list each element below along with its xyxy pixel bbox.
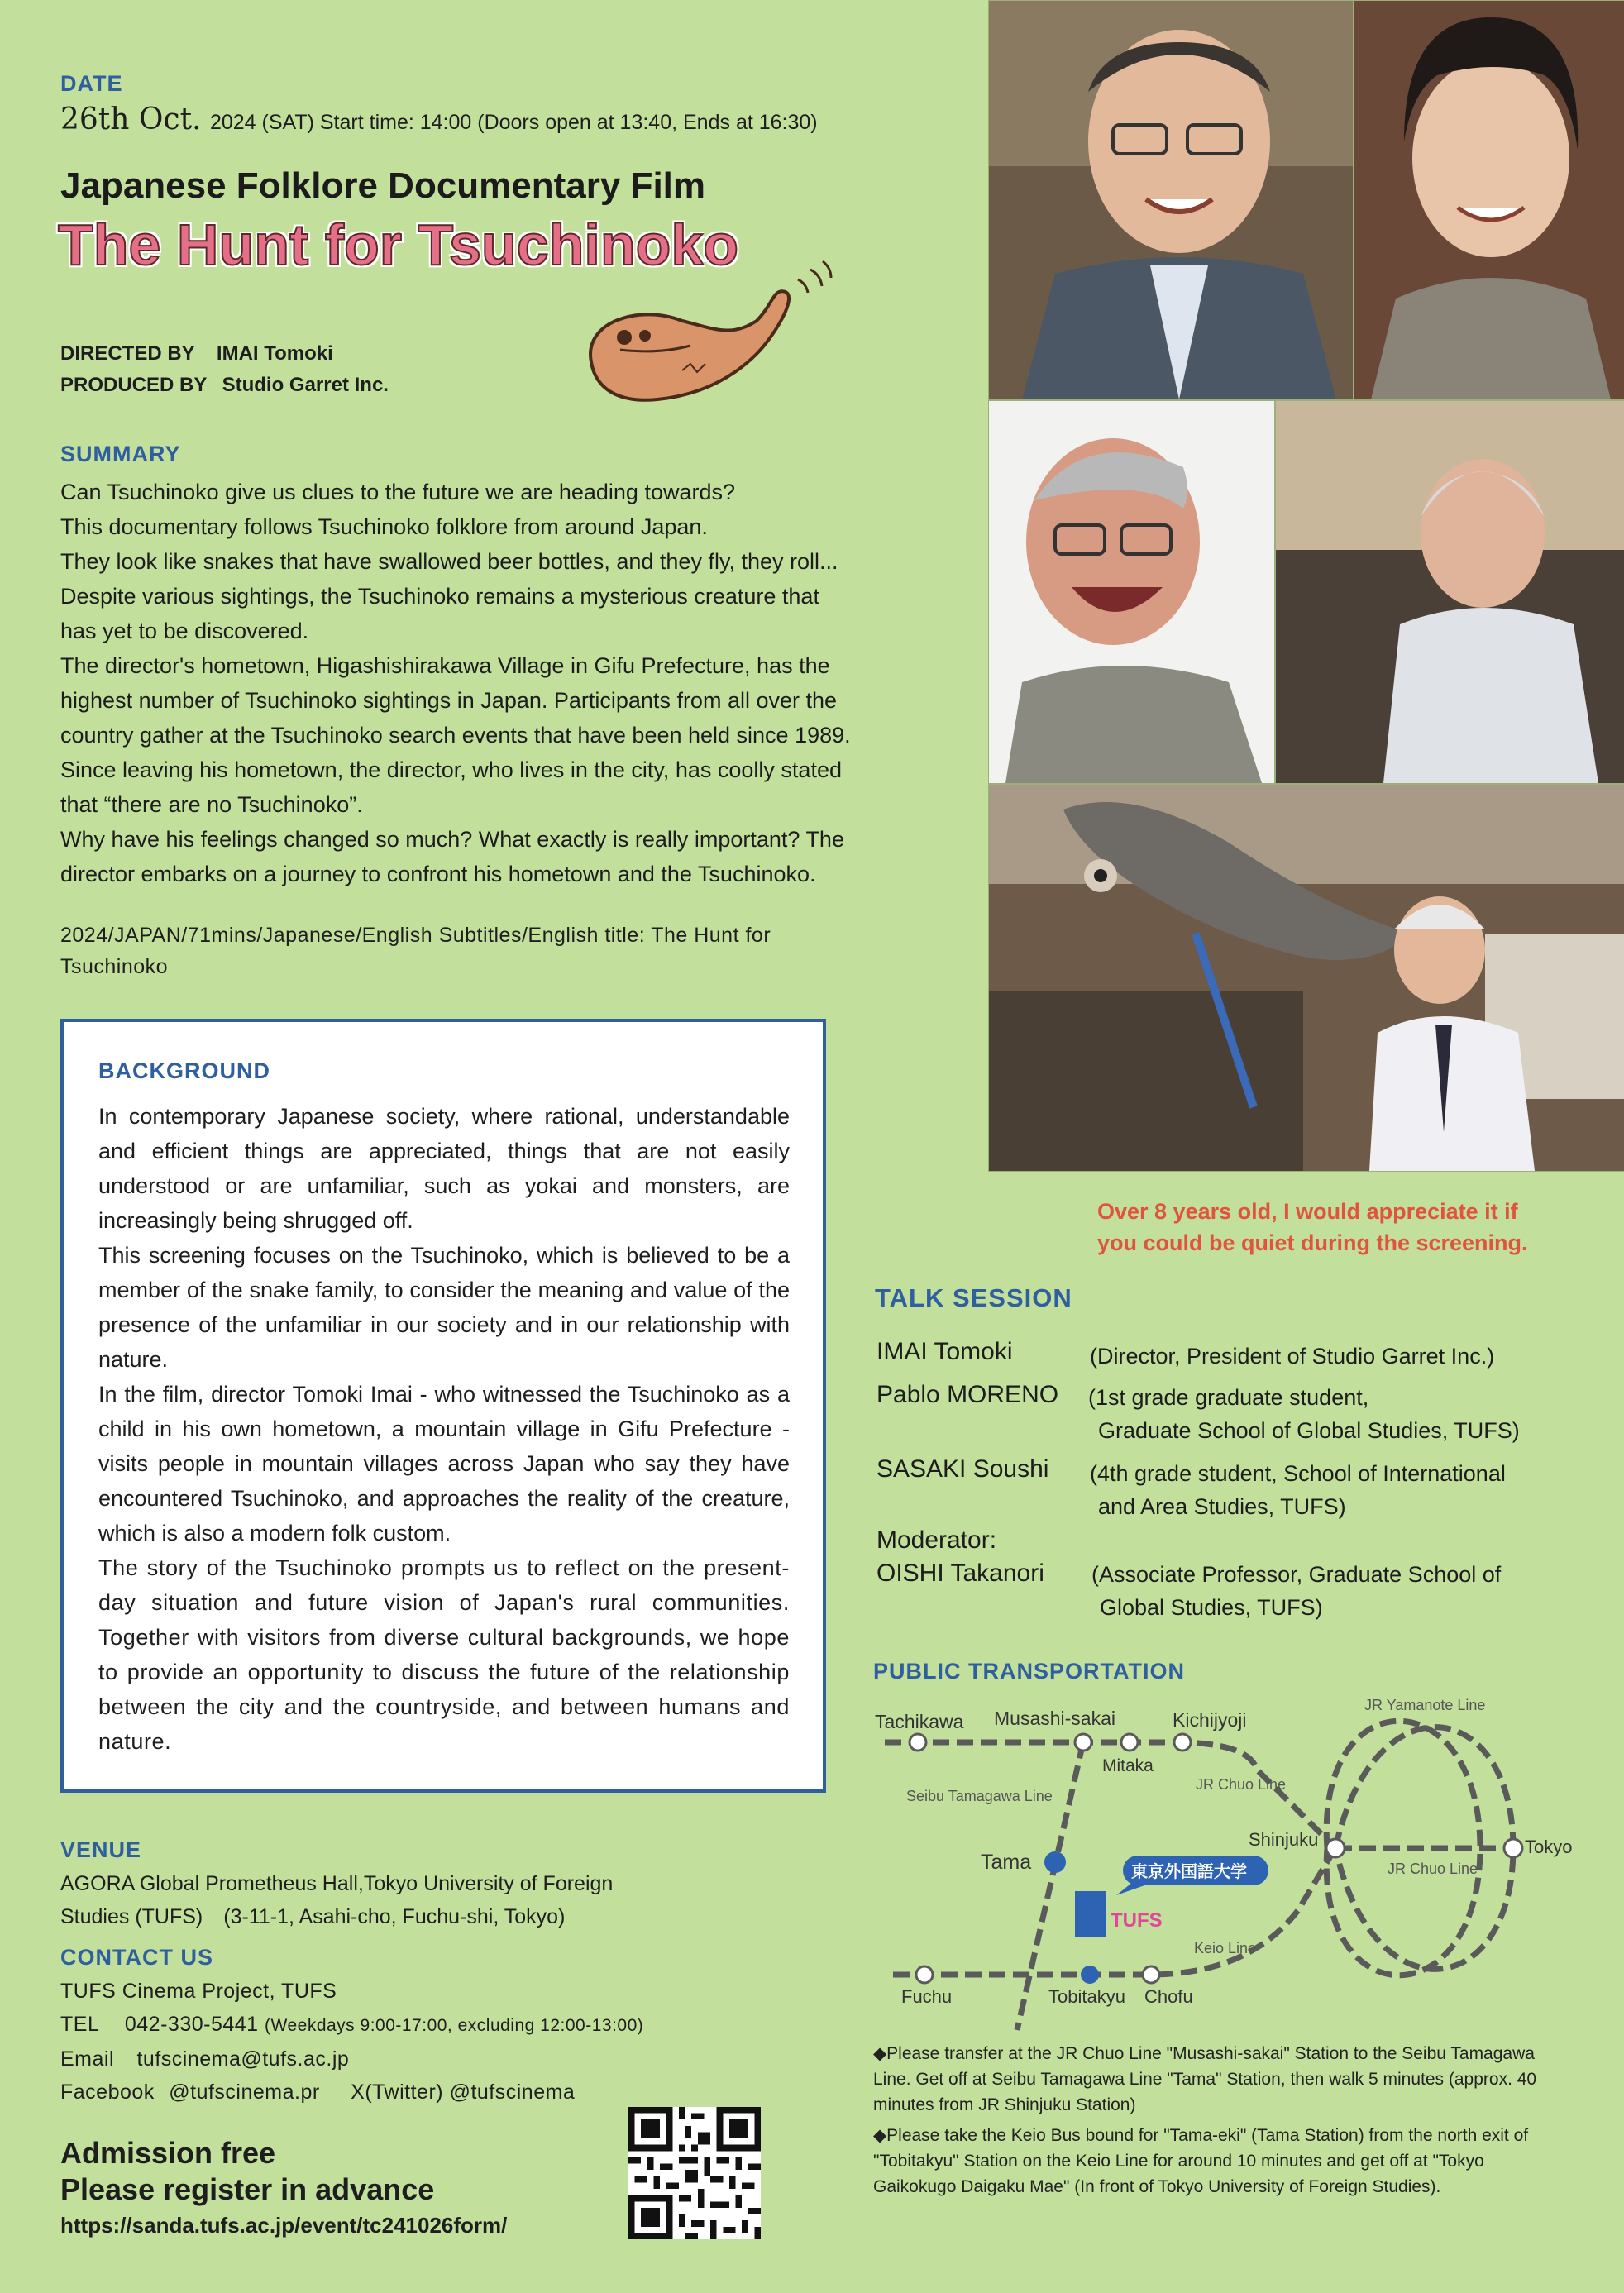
- label-tachikawa: Tachikawa: [875, 1711, 964, 1732]
- produced-label: PRODUCED BY: [60, 374, 207, 396]
- email-link[interactable]: tufscinema@tufs.ac.jp: [136, 2047, 350, 2071]
- label-fuchu: Fuchu: [901, 1986, 953, 2007]
- tel-number: 042-330-5441: [124, 2013, 259, 2036]
- talk-speaker-desc: (Director, President of Studio Garret Inc.): [1090, 1344, 1495, 1369]
- producer-name: Studio Garret Inc.: [222, 374, 389, 396]
- contact-social-row: [60, 2076, 643, 2109]
- station-tokyo: [1504, 1839, 1522, 1857]
- contact-details: [60, 1975, 643, 2109]
- label-tufs: TUFS: [1111, 1909, 1163, 1932]
- photo-woman-smiling: [1354, 0, 1624, 400]
- admission-register: Please register in advance: [60, 2172, 435, 2206]
- photo-old-man-laughing: [988, 400, 1275, 784]
- talk-speaker-desc: (1st grade graduate student,: [1088, 1385, 1369, 1410]
- moderator-name: OISHI Takanori: [876, 1560, 1044, 1587]
- tsuchinoko-illustration: [575, 246, 839, 420]
- talk-speaker-desc: and Area Studies, TUFS): [1098, 1494, 1346, 1519]
- summary-line: Why have his feelings changed so much? What exactly is really important? The: [60, 827, 844, 852]
- facebook-label: Facebook: [60, 2080, 155, 2104]
- summary-line: country gather at the Tsuchinoko search events that have been held since 1989.: [60, 723, 851, 748]
- contact-email-row: [60, 2042, 643, 2076]
- summary-line: This documentary follows Tsuchinoko folklore from around Japan.: [60, 514, 708, 539]
- date-day: 26th Oct.: [60, 103, 202, 136]
- label-keio-line: Keio Line: [1194, 1940, 1257, 1956]
- tufs-campus-marker: [1075, 1891, 1106, 1937]
- registration-url[interactable]: https://sanda.tufs.ac.jp/event/tc241026form/: [60, 2213, 508, 2238]
- univ-badge-pointer: [1116, 1882, 1149, 1895]
- transport-note: ◆Please transfer at the JR Chuo Line "Musashi-sakai" Station to the Seibu Tamagawa Line. Get off at Seibu Tamagawa Line "Tama" Station, then walk 5 minutes (approx. 40 minutes from JR Shinjuku Station): [873, 2044, 1537, 2114]
- tel-hours: (Weekdays 9:00-17:00, excluding 12:00-13:00): [265, 2016, 644, 2035]
- label-tama: Tama: [981, 1851, 1032, 1874]
- transport-notes: [873, 2041, 1568, 2200]
- background-paragraph: In contemporary Japanese society, where rational, understandable and efficient things are appreciated, things that are not easily understood or are unfamiliar, such as yokai and monsters, are increasingly being shrugged off.: [98, 1104, 790, 1233]
- film-info: [60, 920, 771, 982]
- facebook-link[interactable]: @tufscinema.pr: [169, 2080, 320, 2104]
- photo-man-with-tsuchinoko-statue: [988, 784, 1624, 1172]
- background-paragraph: The story of the Tsuchinoko prompts us to reflect on the present-day situation and future vision of Japan's rural communities. Together with visitors from diverse cultural backgrounds, we hope to provide an opportunity to discuss the future of the relationship between the city and the countryside, and between humans and nature.: [98, 1555, 790, 1754]
- summary-body: [60, 475, 920, 891]
- background-paragraph: This screening focuses on the Tsuchinoko, which is believed to be a member of the snake family, to consider the meaning and value of the presence of the unfamiliar in our society and in our relationship with nature.: [98, 1243, 790, 1372]
- date-line: [60, 103, 818, 136]
- email-label: Email: [60, 2047, 115, 2071]
- summary-line: The director's hometown, Higashishirakawa Village in Gifu Prefecture, has the: [60, 653, 830, 678]
- quiet-notice: [1097, 1196, 1528, 1259]
- station-shinjuku: [1326, 1839, 1345, 1857]
- photo-old-woman-sitting: [1275, 400, 1624, 784]
- notice-line: Over 8 years old, I would appreciate it if: [1097, 1199, 1518, 1224]
- film-title: The Hunt for Tsuchinoko: [58, 213, 739, 277]
- label-jr-yamanote: JR Yamanote Line: [1364, 1697, 1486, 1713]
- station-fuchu: [916, 1966, 933, 1983]
- date-label: DATE: [60, 71, 123, 96]
- station-tachikawa: [910, 1734, 926, 1751]
- contact-org: TUFS Cinema Project, TUFS: [60, 1980, 337, 2003]
- station-kichijyoji: [1174, 1734, 1191, 1751]
- produced-by: [60, 374, 389, 397]
- summary-line: that “there are no Tsuchinoko”.: [60, 792, 363, 817]
- x-link[interactable]: @tufscinema: [449, 2080, 576, 2104]
- venue-heading: VENUE: [60, 1837, 142, 1862]
- film-info-line: 2024/JAPAN/71mins/Japanese/English Subtitles/English title: The Hunt for: [60, 924, 771, 947]
- film-info-line: Tsuchinoko: [60, 955, 169, 978]
- talk-speaker-name: IMAI Tomoki: [876, 1338, 1013, 1365]
- route-map: [868, 1687, 1596, 2034]
- directed-label: DIRECTED BY: [60, 342, 195, 365]
- summary-line: highest number of Tsuchinoko sightings in Japan. Participants from all over the: [60, 688, 838, 713]
- summary-line: director embarks on a journey to confront his hometown and the Tsuchinoko.: [60, 862, 816, 886]
- date-rest: 2024 (SAT) Start time: 14:00 (Doors open at 13:40, Ends at 16:30): [209, 111, 818, 134]
- contact-heading: CONTACT US: [60, 1945, 213, 1970]
- film-subtitle: Japanese Folklore Documentary Film: [60, 165, 706, 206]
- station-tobitakyu: [1081, 1966, 1099, 1984]
- label-tokyo: Tokyo: [1525, 1837, 1573, 1857]
- station-tama: [1044, 1851, 1066, 1873]
- admission-free: Admission free: [60, 2136, 276, 2170]
- qr-code-graphic: [628, 2107, 761, 2239]
- x-label: X(Twitter): [351, 2080, 444, 2104]
- label-tobitakyu: Tobitakyu: [1048, 1986, 1125, 2007]
- contact-tel-row: [60, 2008, 643, 2042]
- label-musashi-sakai: Musashi-sakai: [994, 1708, 1115, 1729]
- background-box: [60, 1019, 826, 1793]
- summary-line: Can Tsuchinoko give us clues to the future we are heading towards?: [60, 480, 735, 504]
- talk-speaker-name: Pablo MORENO: [876, 1381, 1059, 1408]
- label-shinjuku: Shinjuku: [1249, 1829, 1319, 1850]
- summary-line: They look like snakes that have swallowed beer bottles, and they fly, they roll...: [60, 549, 838, 574]
- summary-line: Since leaving his hometown, the director, who lives in the city, has coolly stated: [60, 757, 842, 782]
- label-jr-chuo-2: JR Chuo Line: [1388, 1861, 1478, 1877]
- talk-speaker-desc: (4th grade student, School of International: [1090, 1461, 1506, 1486]
- photo-man-glasses: [988, 0, 1354, 400]
- qr-code[interactable]: [628, 2107, 761, 2239]
- label-jr-chuo-1: JR Chuo Line: [1196, 1776, 1287, 1793]
- label-kichijyoji: Kichijyoji: [1173, 1709, 1247, 1731]
- label-mitaka: Mitaka: [1102, 1756, 1154, 1775]
- station-chofu: [1143, 1966, 1159, 1983]
- venue-line: AGORA Global Prometheus Hall,Tokyo University of Foreign: [60, 1872, 614, 1895]
- label-chofu: Chofu: [1144, 1986, 1193, 2007]
- moderator-label: Moderator:: [876, 1526, 997, 1554]
- summary-heading: SUMMARY: [60, 442, 181, 466]
- station-musashi-sakai: [1075, 1734, 1091, 1751]
- talk-speaker-name: SASAKI Soushi: [876, 1455, 1049, 1483]
- tel-label: TEL: [60, 2013, 99, 2036]
- venue-line: Studies (TUFS) (3-11-1, Asahi-cho, Fuchu-shi, Tokyo): [60, 1905, 566, 1928]
- background-heading: BACKGROUND: [98, 1058, 270, 1083]
- summary-line: Despite various sightings, the Tsuchinoko remains a mysterious creature that: [60, 584, 819, 609]
- venue-address: [60, 1867, 613, 1933]
- directed-by: [60, 342, 333, 365]
- talk-heading: TALK SESSION: [875, 1283, 1072, 1312]
- label-univ-jp: 東京外国語大学: [1131, 1863, 1247, 1881]
- transport-heading: PUBLIC TRANSPORTATION: [873, 1659, 1185, 1684]
- director-name: IMAI Tomoki: [216, 342, 333, 365]
- transport-note: ◆Please take the Keio Bus bound for "Tama-eki" (Tama Station) from the north exit of "Tobitakyu" Station on the Keio Line for around 10 minutes and get off at "Tokyo Gaikokugo Daigaku Mae" (In front of Tokyo University of Foreign Studies).: [873, 2126, 1529, 2196]
- station-mitaka: [1121, 1734, 1138, 1751]
- summary-line: has yet to be discovered.: [60, 619, 309, 643]
- notice-line: you could be quiet during the screening.: [1097, 1230, 1528, 1255]
- admission-block: [60, 2135, 434, 2208]
- label-seibu-tamagawa: Seibu Tamagawa Line: [906, 1788, 1053, 1804]
- talk-speaker-desc: Graduate School of Global Studies, TUFS): [1098, 1418, 1520, 1443]
- moderator-desc: (Associate Professor, Graduate School of: [1091, 1562, 1502, 1587]
- background-paragraph: In the film, director Tomoki Imai - who witnessed the Tsuchinoko as a child in his own hometown, a mountain village in Gifu Prefecture - visits people in mountain villages across Japan who say they have encountered Tsuchinoko, and approaches the reality of the creature, which is also a modern folk custom.: [98, 1382, 790, 1545]
- moderator-desc: Global Studies, TUFS): [1100, 1595, 1323, 1620]
